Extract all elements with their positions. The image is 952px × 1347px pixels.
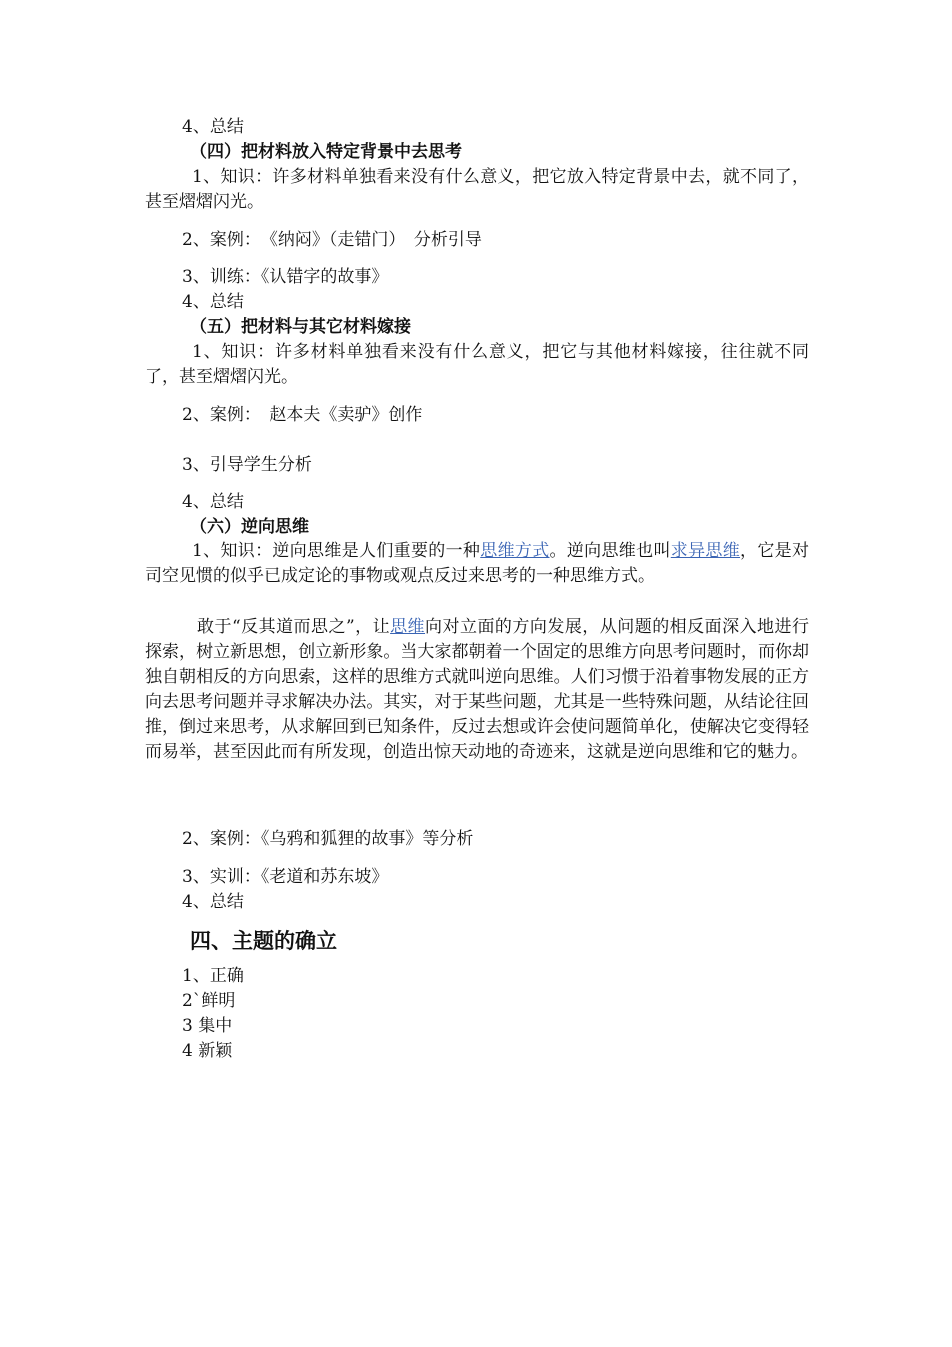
section4-training: 3、训练：《认错字的故事》 bbox=[182, 267, 389, 287]
section4-summary-line: 4、总结 bbox=[182, 117, 244, 137]
section6-heading: （六）逆向思维 bbox=[190, 517, 309, 537]
knowledge-text-b: 。逆向思维也叫 bbox=[549, 541, 671, 561]
section5-guide: 3、引导学生分析 bbox=[182, 455, 312, 475]
section6-case: 2、案例：《乌鸦和狐狸的故事》等分析 bbox=[182, 829, 474, 849]
section6-practice: 3、实训：《老道和苏东坡》 bbox=[182, 867, 389, 887]
theme-item: 1、正确 bbox=[182, 966, 244, 986]
section6-paragraph bbox=[145, 615, 809, 765]
link-thinking[interactable]: 思维 bbox=[390, 617, 426, 637]
section4-heading: （四）把材料放入特定背景中去思考 bbox=[190, 142, 462, 162]
section5-heading: （五）把材料与其它材料嫁接 bbox=[190, 317, 411, 337]
section5-case: 2、案例： 赵本夫《卖驴》创作 bbox=[182, 405, 423, 425]
section6-summary: 4、总结 bbox=[182, 892, 244, 912]
section4-case: 2、案例： 《纳闷》（走错门） 分析引导 bbox=[182, 230, 482, 250]
paragraph-text-b: 向对立面的方向发展，从问题的相反面深入地进行探索，树立新思想，创立新形象。当大家都朝着一个固定的思维方向思考问题时，而你却独自朝相反的方向思索，这样的思维方式就叫逆向思维。人们习惯于沿着事物发展的正方向去思考问题并寻求解决办法。其实，对于某些问题，尤其是一些特殊问题，从结论往回推，倒过来思考，从求解回到已知条件，反过去想或许会使问题简单化，使解决它变得轻而易举，甚至因此而有所发现，创造出惊天动地的奇迹来，这就是逆向思维和它的魅力。 bbox=[145, 617, 809, 762]
section5-knowledge: 1、知识：许多材料单独看来没有什么意义，把它与其他材料嫁接，往往就不同了，甚至熠熠闪光。 bbox=[145, 342, 809, 387]
paragraph-text-a: 敢于“反其道而思之”，让 bbox=[197, 617, 391, 637]
section4-knowledge: 1、知识：许多材料单独看来没有什么意义，把它放入特定背景中去，就不同了，甚至熠熠闪光。 bbox=[145, 167, 809, 212]
knowledge-text-a: 1、知识：逆向思维是人们重要的一种 bbox=[192, 541, 481, 561]
theme-item: 2`鲜明 bbox=[182, 991, 236, 1011]
knowledge-text-c: ，它是对司空见惯的似乎已成定论的事物或观点反过来思考的一种思维方式。 bbox=[145, 541, 810, 586]
link-thinking-mode[interactable]: 思维方式 bbox=[480, 541, 550, 561]
theme-item: 3 集中 bbox=[182, 1016, 233, 1036]
section4-summary: 4、总结 bbox=[182, 292, 244, 312]
section6-knowledge bbox=[145, 539, 809, 589]
link-divergent-thinking[interactable]: 求异思维 bbox=[670, 541, 741, 561]
theme-item: 4 新颖 bbox=[182, 1041, 233, 1061]
section5-summary: 4、总结 bbox=[182, 492, 244, 512]
theme-heading: 四、主题的确立 bbox=[190, 928, 337, 953]
